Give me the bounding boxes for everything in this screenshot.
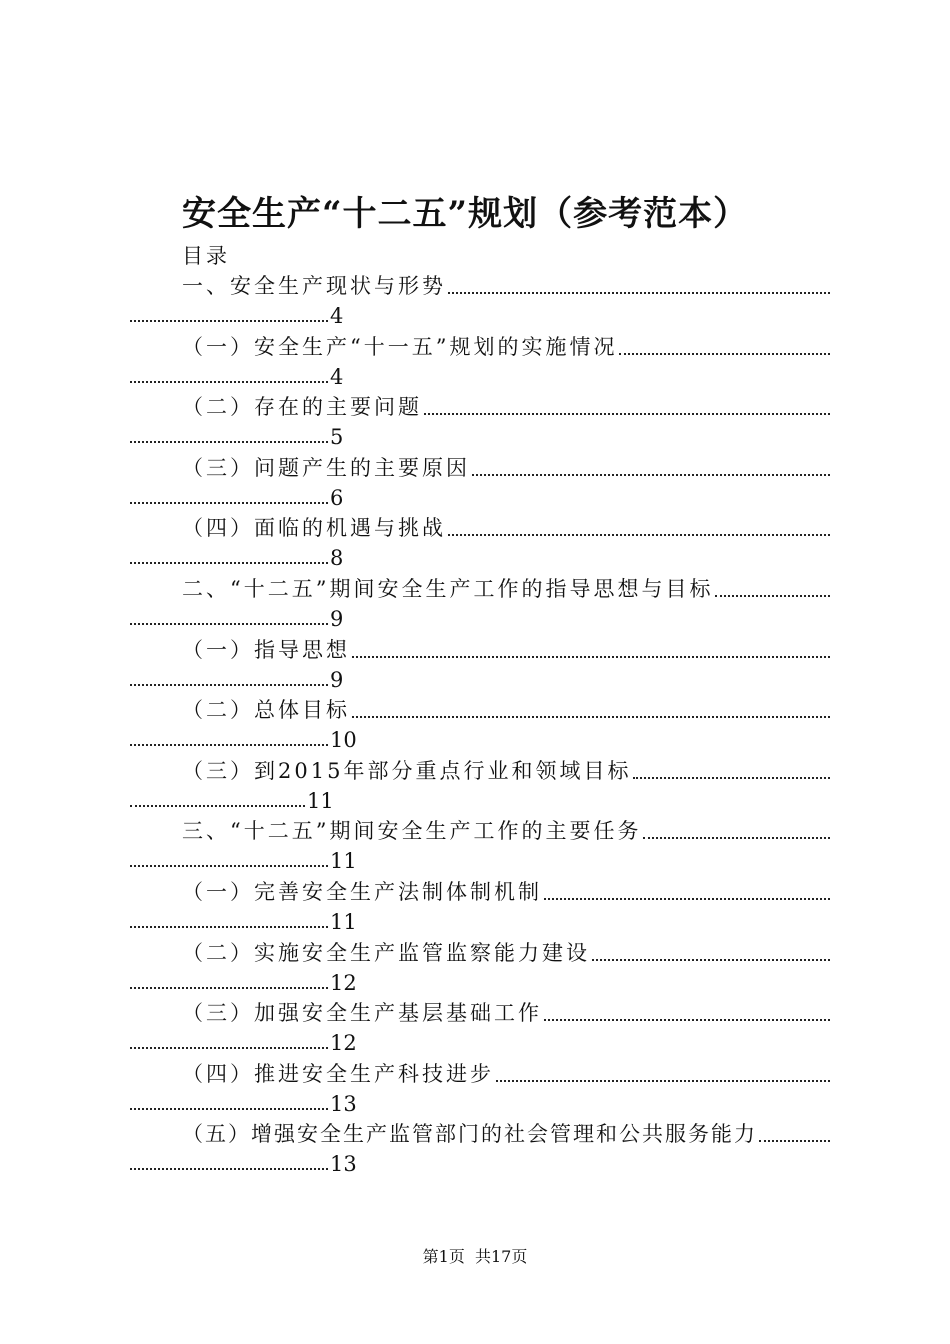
toc-entry-page: 11 [307, 789, 334, 813]
toc-entry[interactable] [0, 391, 950, 451]
toc-entry[interactable] [0, 815, 950, 875]
dot-leader [496, 1080, 830, 1082]
toc-entry-label: （四）推进安全生产科技进步 [182, 1062, 494, 1086]
toc-entry[interactable] [0, 573, 950, 633]
dot-leader [130, 562, 328, 564]
toc-entry-page: 13 [330, 1152, 357, 1176]
toc-entry-label: （三）加强安全生产基层基础工作 [182, 1001, 542, 1025]
dot-leader [352, 716, 830, 718]
dot-leader [130, 865, 328, 867]
dot-leader [592, 959, 830, 961]
dot-leader [544, 898, 830, 900]
toc-entry[interactable] [0, 1058, 950, 1118]
toc-entry-label: 二、“十二五”期间安全生产工作的指导思想与目标 [182, 577, 714, 601]
dot-leader [448, 534, 830, 536]
toc-entry-page: 9 [330, 668, 344, 692]
toc-entry[interactable] [0, 755, 950, 815]
toc-heading: 目录 [182, 244, 230, 268]
toc-entry-page: 11 [330, 849, 357, 873]
dot-leader [424, 413, 830, 415]
toc-entry-page: 10 [330, 728, 357, 752]
toc-entry-label: （五）增强安全生产监管部门的社会管理和公共服务能力 [182, 1122, 757, 1146]
dot-leader [130, 381, 328, 383]
dot-leader [759, 1140, 830, 1142]
dot-leader [130, 744, 328, 746]
toc-entry-page: 4 [330, 365, 344, 389]
dot-leader [130, 1168, 328, 1170]
dot-leader [715, 595, 830, 597]
dot-leader [130, 805, 305, 807]
toc-entry[interactable] [0, 512, 950, 572]
dot-leader [472, 474, 830, 476]
dot-leader [130, 320, 328, 322]
toc-entry[interactable] [0, 634, 950, 694]
toc-entry-label: （二）总体目标 [182, 698, 350, 722]
toc-entry-page: 6 [330, 486, 344, 510]
toc-entry-label: 一、安全生产现状与形势 [182, 274, 446, 298]
toc-entry-page: 8 [330, 546, 344, 570]
toc-entry-page: 13 [330, 1092, 357, 1116]
toc-entry-page: 11 [330, 910, 357, 934]
document-title: 安全生产“十二五”规划（参考范本） [182, 194, 749, 234]
toc-entry-page: 5 [330, 425, 344, 449]
page-footer: 第1页 共17页 [422, 1247, 528, 1266]
dot-leader [130, 623, 328, 625]
toc-entry[interactable] [0, 997, 950, 1057]
dot-leader [643, 837, 830, 839]
toc-entry-page: 12 [330, 971, 357, 995]
toc-entry-label: （一）安全生产“十一五”规划的实施情况 [182, 335, 618, 359]
toc-entry-label: （一）完善安全生产法制体制机制 [182, 880, 542, 904]
toc-entry-label: （二）存在的主要问题 [182, 395, 422, 419]
dot-leader [130, 441, 328, 443]
dot-leader [130, 926, 328, 928]
toc-entry-label: （四）面临的机遇与挑战 [182, 516, 446, 540]
dot-leader [352, 656, 830, 658]
dot-leader [544, 1019, 830, 1021]
dot-leader [130, 1047, 328, 1049]
toc-entry[interactable] [0, 452, 950, 512]
toc-entry-label: （二）实施安全生产监管监察能力建设 [182, 941, 590, 965]
toc-entry-label: （三）问题产生的主要原因 [182, 456, 470, 480]
toc-entry[interactable] [0, 937, 950, 997]
toc-entry[interactable] [0, 694, 950, 754]
toc-entry[interactable] [0, 1118, 950, 1178]
dot-leader [130, 987, 328, 989]
toc-entry-page: 12 [330, 1031, 357, 1055]
toc-entry-page: 4 [330, 304, 344, 328]
toc-entry-label: （三）到2015年部分重点行业和领域目标 [182, 759, 632, 783]
dot-leader [130, 1108, 328, 1110]
toc-entry[interactable] [0, 270, 950, 330]
toc-entry-label: 三、“十二五”期间安全生产工作的主要任务 [182, 819, 642, 843]
toc-entry[interactable] [0, 876, 950, 936]
dot-leader [448, 292, 830, 294]
dot-leader [619, 353, 830, 355]
toc-entry-label: （一）指导思想 [182, 638, 350, 662]
dot-leader [633, 777, 830, 779]
dot-leader [130, 502, 328, 504]
toc-entry-page: 9 [330, 607, 344, 631]
toc-entry[interactable] [0, 331, 950, 391]
dot-leader [130, 684, 328, 686]
